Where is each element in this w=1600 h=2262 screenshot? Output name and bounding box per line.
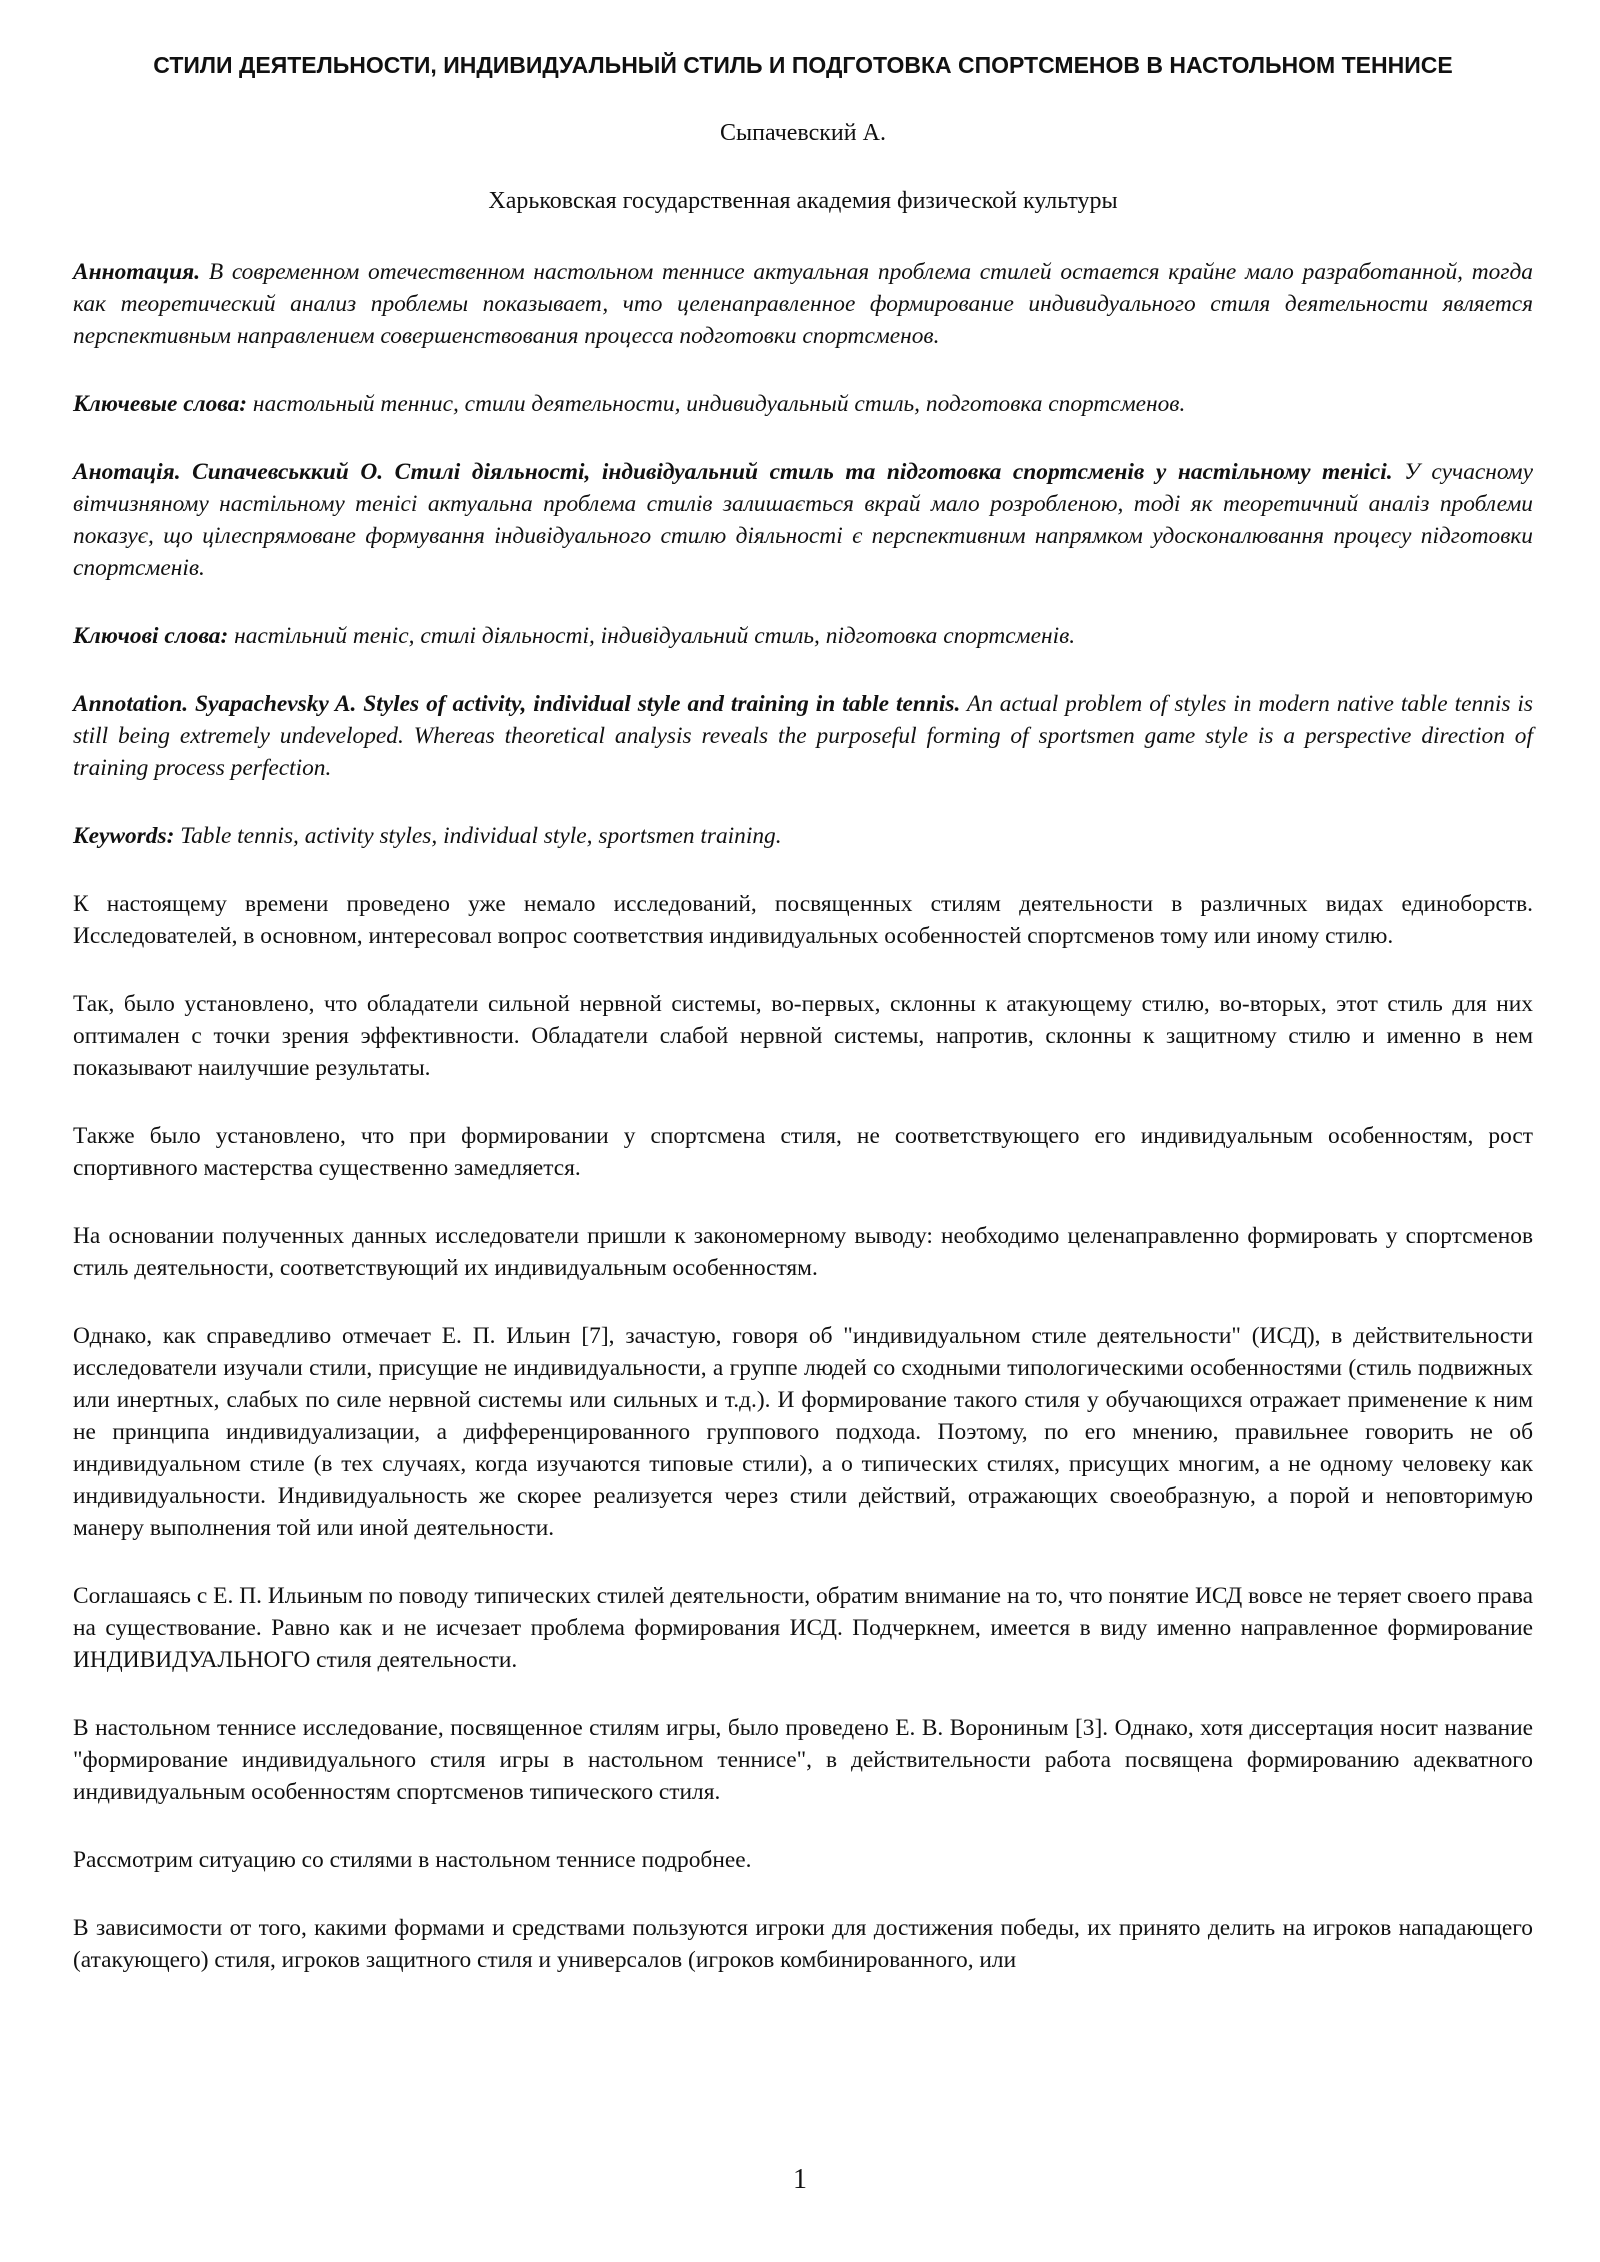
keywords-ua-text: настільний теніс, стилі діяльності, індивідуальний стиль, підготовка спортсменів. (228, 623, 1076, 649)
author-name: Сыпачевский А. (720, 120, 886, 146)
abstract-ua (73, 456, 1533, 584)
body-paragraph: Также было установлено, что при формировании у спортсмена стиля, не соответствующего его индивидуальным особенностям, рост спортивного мастерства существенно замедляется. (73, 1123, 1533, 1181)
body-paragraph: Так, было установлено, что обладатели сильной нервной системы, во-первых, склонны к атакующему стилю, во-вторых, этот стиль для них оптимален с точки зрения эффективности. Обладатели слабой нервной системы, напротив, склонны к защитному стилю и именно в нем показывают наилучшие результаты. (73, 991, 1533, 1081)
article-title: СТИЛИ ДЕЯТЕЛЬНОСТИ, ИНДИВИДУАЛЬНЫЙ СТИЛЬ И ПОДГОТОВКА СПОРТСМЕНОВ В НАСТОЛЬНОМ ТЕННИСЕ (153, 52, 1453, 78)
abstract-ru-text: В современном отечественном настольном теннисе актуальная проблема стилей остается крайне мало разработанной, тогда как теоретический анализ проблемы показывает, что целенаправленное формирование индивидуального стиля деятельности является перспективным направлением совершенствования процесса подготовки спортсменов. (73, 259, 1533, 349)
keywords-en-text: Table tennis, activity styles, individual style, sportsmen training. (174, 823, 782, 849)
keywords-ru-label: Ключевые слова: (73, 391, 248, 417)
body-paragraph: Соглашаясь с Е. П. Ильиным по поводу типических стилей деятельности, обратим внимание на то, что понятие ИСД вовсе не теряет своего права на существование. Равно как и не исчезает проблема формирования ИСД. Подчеркнем, имеется в виду именно направленное формирование ИНДИВИДУАЛЬНОГО стиля деятельности. (73, 1583, 1533, 1673)
body-paragraph: В зависимости от того, какими формами и средствами пользуются игроки для достижения победы, их принято делить на игроков нападающего (атакующего) стиля, игроков защитного стиля и универсалов (игроков комбинированного, или (73, 1915, 1533, 1973)
keywords-ru-text: настольный теннис, стили деятельности, индивидуальный стиль, подготовка спортсменов. (247, 391, 1186, 417)
abstract-en-label: Annotation. Syapachevsky A. Styles of activity, individual style and training in table tennis. (73, 691, 961, 717)
abstract-ua-text: У сучасному вітчизняному настільному тенісі актуальна проблема стилів залишається вкрай мало розробленою, тоді як теоретичний аналіз проблеми показує, що цілеспрямоване формування індивідуального стилю діяльності є перспективним напрямком удосконалювання процесу підготовки спортсменів. (73, 459, 1533, 581)
abstract-en (73, 688, 1533, 784)
body-paragraph: К настоящему времени проведено уже немало исследований, посвященных стилям деятельности в различных видах единоборств. Исследователей, в основном, интересовал вопрос соответствия индивидуальных особенностей спортсменов тому или иному стилю. (73, 891, 1533, 949)
keywords-ru (73, 388, 1533, 420)
abstract-ru (73, 256, 1533, 352)
body-paragraph: Рассмотрим ситуацию со стилями в настольном теннисе подробнее. (73, 1847, 752, 1873)
abstract-ru-label: Аннотация. (73, 259, 201, 285)
keywords-ua-label: Ключові слова: (73, 623, 229, 649)
body-paragraph: В настольном теннисе исследование, посвященное стилям игры, было проведено Е. В. Ворониным [3]. Однако, хотя диссертация носит название "формирование индивидуального стиля игры в настольном теннисе", в действительности работа посвящена формированию адекватного индивидуальным особенностям спортсменов типического стиля. (73, 1715, 1533, 1805)
body-paragraph: Однако, как справедливо отмечает Е. П. Ильин [7], зачастую, говоря об "индивидуальном стиле деятельности" (ИСД), в действительности исследователи изучали стили, присущие не индивидуальности, а группе людей со сходными типологическими особенностями (стиль подвижных или инертных, слабых по силе нервной системы или сильных и т.д.). И формирование такого стиля у обучающихся отражает применение к ним не принципа индивидуализации, а дифференцированного группового подхода. Поэтому, по его мнению, правильнее говорить не об индивидуальном стиле (в тех случаях, когда изучаются типовые стили), а о типических стилях, присущих многим, а не одному человеку как индивидуальности. Индивидуальность же скорее реализуется через стили действий, отражающих своеобразную, а порой и неповторимую манеру выполнения той или иной деятельности. (73, 1323, 1533, 1541)
document-page (73, 40, 1533, 1976)
abstract-ua-label: Анотація. Сипачевськкий О. Стилі діяльності, індивідуальний стиль та підготовка спортсменів у настільному тенісі. (73, 459, 1393, 485)
body-paragraph: На основании полученных данных исследователи пришли к закономерному выводу: необходимо целенаправленно формировать у спортсменов стиль деятельности, соответствующий их индивидуальным особенностям. (73, 1223, 1533, 1281)
keywords-ua (73, 620, 1533, 652)
abstract-en-text: An actual problem of styles in modern native table tennis is still being extremely undeveloped. Whereas theoretical analysis reveals the purposeful forming of sportsmen game style is a perspective direction of training process perfection. (73, 691, 1534, 781)
page-number: 1 (793, 2164, 807, 2195)
affiliation: Харьковская государственная академия физической культуры (488, 188, 1118, 214)
keywords-en-label: Keywords: (73, 823, 175, 849)
keywords-en (73, 820, 1533, 852)
